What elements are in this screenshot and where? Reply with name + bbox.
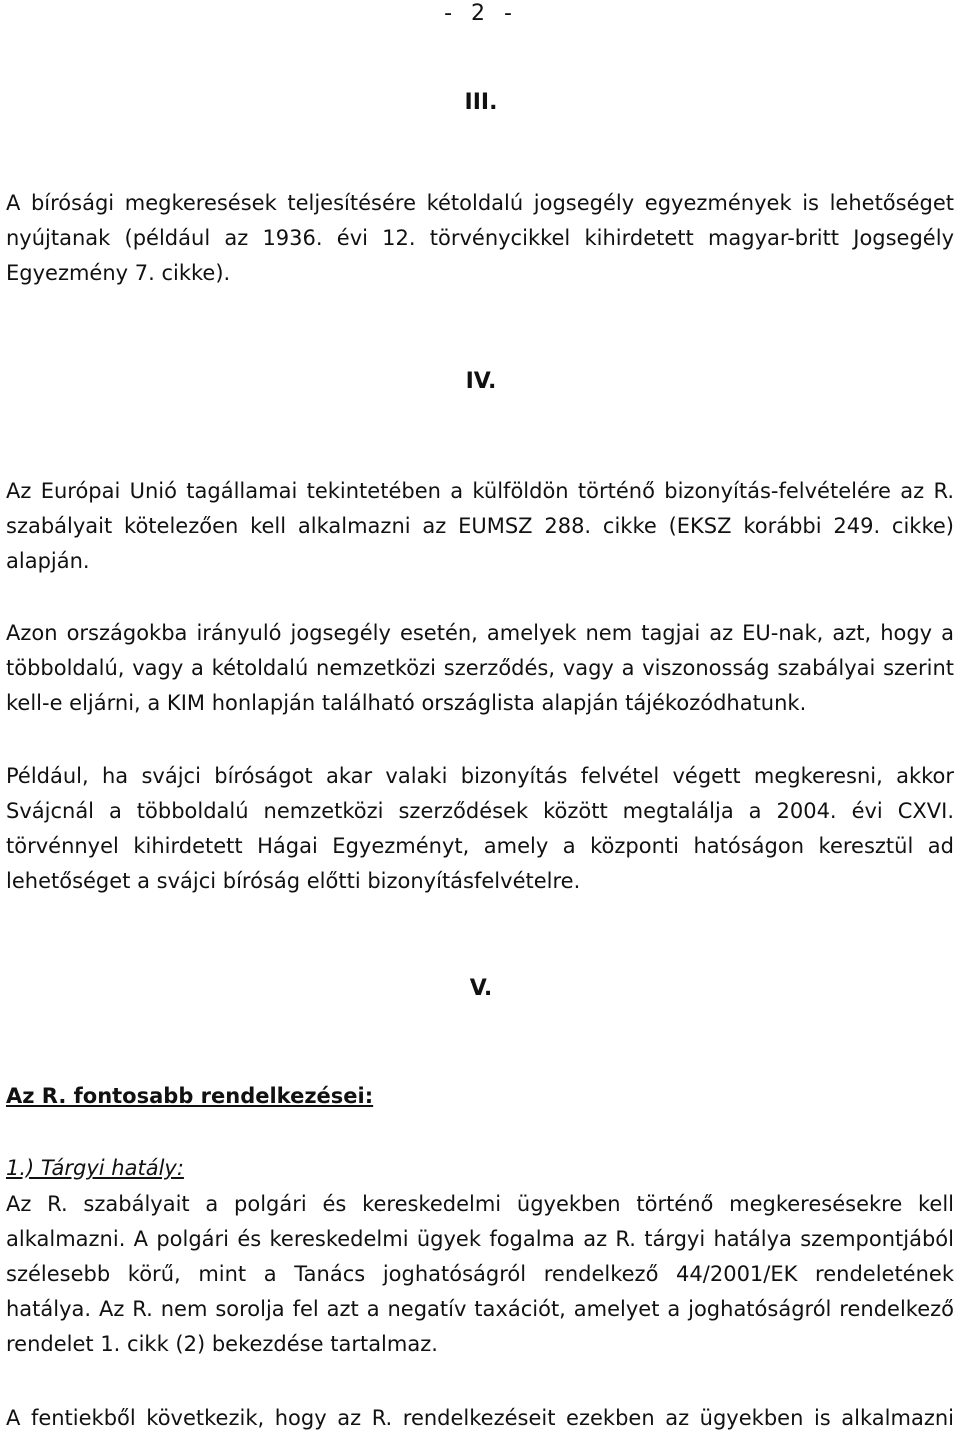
section-iv-paragraph-3: Például, ha svájci bíróságot akar valaki bizonyítás felvétel végett megkeresni, akkor Svájcnál a többoldalú nemzetközi szerződések között megtalálja a 2004. évi CXVI. törvénnyel kihirdetett Hágai Egyezményt, amely a központi hatóságon keresztül ad lehetőséget a svájci bíróság előtti bizonyításfelvételre. — [6, 764, 954, 893]
section-v-title: Az R. fontosabb rendelkezései: — [6, 1084, 374, 1108]
section-iii-paragraph: A bírósági megkeresések teljesítésére kétoldalú jogsegély egyezmények is lehetőséget nyújtanak (például az 1936. évi 12. törvénycikkel kihirdetett magyar-britt Jogsegély Egyezmény 7. cikke). — [6, 191, 954, 285]
section-heading-iii: III. — [464, 90, 498, 115]
section-heading-v: V. — [469, 976, 493, 1001]
subsection-title: 1.) Tárgyi hatály: — [6, 1156, 184, 1180]
section-v-paragraph-1: Az R. szabályait a polgári és kereskedelmi ügyekben történő megkeresésekre kell alkalmazni. A polgári és kereskedelmi ügyek fogalma az R. tárgyi hatálya szempontjából szélesebb körű, mint a Tanács joghatóságról rendelkező 44/2001/EK rendeletének hatálya. Az R. nem sorolja fel azt a negatív taxációt, amelyet a joghatóságról rendelkező rendelet 1. cikk (2) bekezdése tartalmaz. — [6, 1192, 954, 1356]
section-iv-paragraph-1: Az Európai Unió tagállamai tekintetében a külföldön történő bizonyítás-felvételére az R. szabályait kötelezően kell alkalmazni az EUMSZ 288. cikke (EKSZ korábbi 249. cikke) alapján. — [6, 479, 954, 573]
section-iv-paragraph-2: Azon országokba irányuló jogsegély esetén, amelyek nem tagjai az EU-nak, azt, hogy a többoldalú, vagy a kétoldalú nemzetközi szerződés, vagy a viszonosság szabályai szerint kell-e eljárni, a KIM honlapján található országlista alapján tájékozódhatunk. — [6, 621, 954, 715]
section-v-paragraph-2: A fentiekből következik, hogy az R. rendelkezéseit ezekben az ügyekben is alkalmazni — [6, 1406, 954, 1430]
page-number: - 2 - — [444, 1, 518, 26]
section-heading-iv: IV. — [465, 369, 497, 394]
